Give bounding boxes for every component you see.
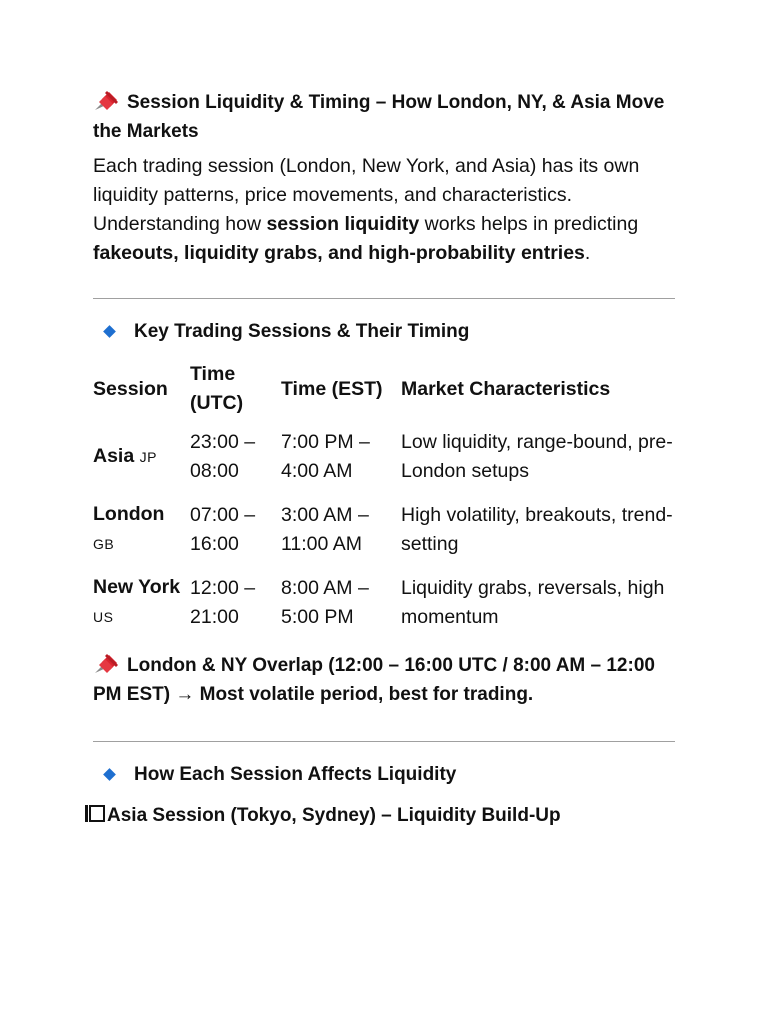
characteristics-cell: High volatility, breakouts, trend-setting bbox=[401, 503, 673, 555]
utc-cell: 12:00 – 21:00 bbox=[190, 576, 256, 628]
overlap-text: London & NY Overlap (12:00 – 16:00 UTC / 8:00 AM – 12:00 PM EST) → Most volatile period, best for trading. bbox=[93, 655, 655, 705]
session-name: Asia bbox=[93, 444, 135, 467]
section-heading-sessions bbox=[93, 317, 675, 346]
table-header-row bbox=[93, 358, 675, 420]
session-name: New York bbox=[93, 576, 181, 598]
pushpin-icon bbox=[93, 653, 119, 675]
divider bbox=[93, 298, 675, 299]
utc-cell: 23:00 – 08:00 bbox=[190, 430, 256, 482]
sessions-table bbox=[93, 358, 675, 639]
overlap-note bbox=[93, 651, 675, 709]
document-title bbox=[93, 88, 675, 146]
keycap-one-icon bbox=[89, 805, 105, 822]
subsection-text: Asia Session (Tokyo, Sydney) – Liquidity Build-Up bbox=[107, 805, 561, 826]
divider bbox=[93, 741, 675, 742]
intro-text-2: works helps in predicting bbox=[419, 213, 639, 235]
header-time-est: Time (EST) bbox=[281, 377, 383, 400]
header-time-utc: Time (UTC) bbox=[190, 363, 244, 414]
utc-cell: 07:00 – 16:00 bbox=[190, 503, 256, 555]
est-cell: 3:00 AM – 11:00 AM bbox=[281, 503, 369, 555]
est-cell: 8:00 AM – 5:00 PM bbox=[281, 576, 369, 628]
header-characteristics: Market Characteristics bbox=[401, 377, 611, 400]
session-cell bbox=[93, 493, 190, 566]
table-row bbox=[93, 493, 675, 566]
intro-bold-2: fakeouts, liquidity grabs, and high-probability entries bbox=[93, 242, 585, 264]
section-heading-text: How Each Session Affects Liquidity bbox=[134, 764, 457, 785]
session-cell bbox=[93, 566, 190, 639]
flag-icon: GB bbox=[93, 536, 115, 552]
section-heading-liquidity bbox=[93, 760, 675, 789]
est-cell: 7:00 PM – 4:00 AM bbox=[281, 430, 370, 482]
table-row bbox=[93, 566, 675, 639]
table-row bbox=[93, 420, 675, 493]
blue-diamond-icon bbox=[103, 325, 116, 338]
intro-text-1: Each trading session (London, New York, and Asia) has its own liquidity patterns, price movements, and characteristics. Understanding how bbox=[93, 155, 640, 235]
intro-text-3: . bbox=[584, 242, 591, 264]
intro-bold-1: session liquidity bbox=[266, 213, 420, 235]
title-text: Session Liquidity & Timing – How London, NY, & Asia Move the Markets bbox=[93, 92, 665, 142]
header-session: Session bbox=[93, 377, 168, 400]
subsection-asia bbox=[93, 801, 675, 830]
document-page bbox=[93, 88, 675, 830]
characteristics-cell: Liquidity grabs, reversals, high momentum bbox=[401, 576, 665, 628]
flag-icon: US bbox=[93, 609, 114, 625]
blue-diamond-icon bbox=[103, 768, 116, 781]
session-name: London bbox=[93, 503, 165, 525]
pushpin-icon bbox=[93, 90, 119, 112]
section-heading-text: Key Trading Sessions & Their Timing bbox=[134, 321, 470, 342]
flag-icon: JP bbox=[139, 448, 157, 465]
intro-paragraph bbox=[93, 152, 675, 268]
session-cell bbox=[93, 420, 190, 493]
characteristics-cell: Low liquidity, range-bound, pre-London setups bbox=[401, 430, 673, 482]
